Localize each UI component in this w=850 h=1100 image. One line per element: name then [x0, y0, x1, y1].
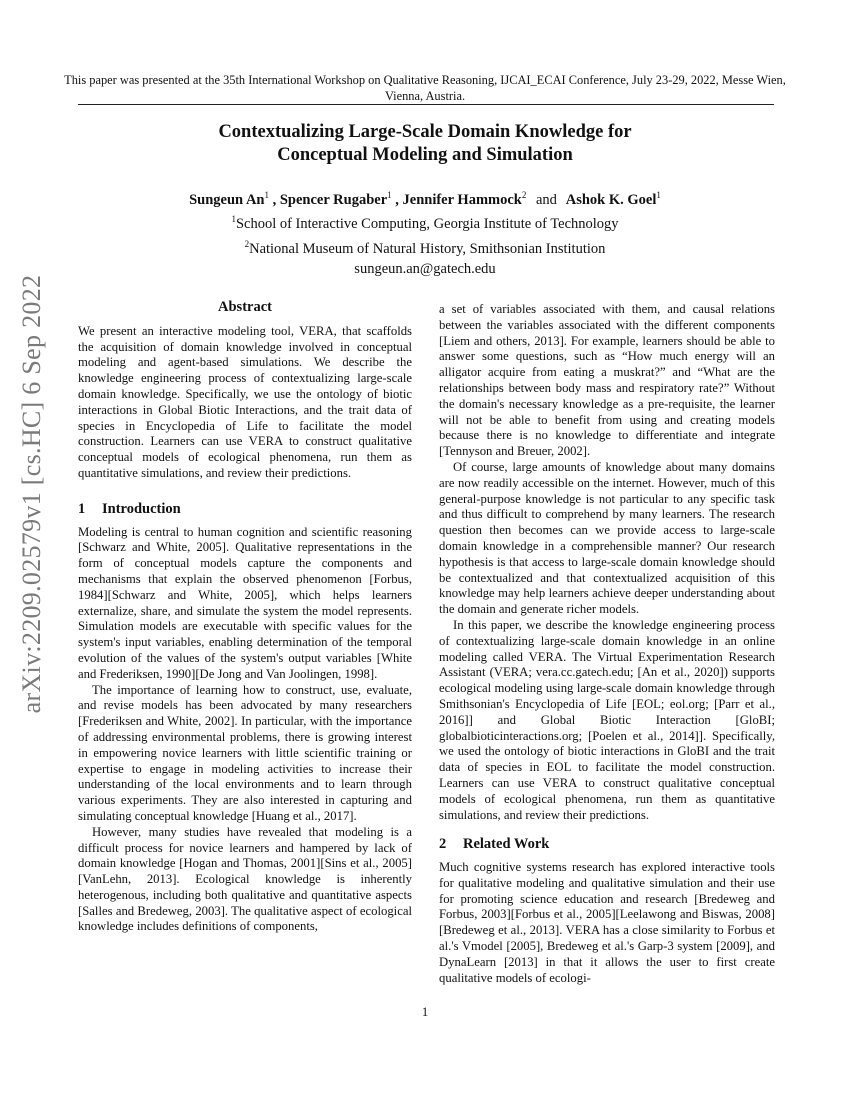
affiliation-1 — [60, 209, 790, 234]
author-name: Sungeun An — [189, 191, 265, 208]
related-paragraph-1: Much cognitive systems research has explored interactive tools for qualitative modeling and qualitative simulation and their use for promoting science education and research [Bredeweg and Forbus, 2003][Forbus et al., 2005][Leelawong and Biswas, 2008][Bredeweg et al., 2013]. VERA has a close similarity to Forbus et al.'s Vmodel [2005], Bredeweg et al.'s Garp-3 system [2009], and DynaLearn [2013] in that it allows the user to first create qualitative models of ecologi- — [439, 860, 775, 985]
affiliation-2 — [60, 234, 790, 259]
intro-paragraph-4: a set of variables associated with them, and causal relations between the variables associated with the different components [Liem and others, 2013]. For example, learners should be able to answer some questions, such as “How much energy will an alligator acquire from eating a muskrat?” and “What are the relationships between body mass and respiratory rate?” Without the domain's necessary knowledge as a pre-requisite, the learner will not be able to benefit from using and creating models because there is no knowledge to differentiate and integrate [Tennyson and Breuer, 2002]. — [439, 302, 775, 459]
affil-num: 1 — [231, 214, 236, 224]
section-number: 1 — [78, 500, 86, 517]
paper-title — [100, 121, 750, 167]
author-name: Ashok K. Goel — [565, 191, 657, 208]
page-number: 1 — [421, 1005, 429, 1019]
author-affil-mark: 1 — [656, 190, 661, 200]
affil-text: School of Interactive Computing, Georgia Institute of Technology — [235, 215, 619, 232]
header-rule — [78, 104, 774, 105]
section-title: Introduction — [102, 500, 181, 517]
author-affil-mark: 1 — [387, 190, 392, 200]
conference-notice: This paper was presented at the 35th International Workshop on Qualitative Reasoning, IJCAI_ECAI Conference, July 23-29, 2022, Messe Wien, Vienna, Austria. — [64, 73, 786, 103]
affil-text: National Museum of Natural History, Smithsonian Institution — [249, 240, 606, 257]
intro-paragraph-6: In this paper, we describe the knowledge engineering process of contextualizing large-scale domain knowledge in an online modeling called VERA. The Virtual Experimentation Research Assistant (VERA; vera.cc.gatech.edu; [An et al., 2020]) supports ecological modeling using large-scale domain knowledge through Smithsonian's Encyclopedia of Life [EOL; eol.org; [Parr et al., 2016]] and Global Biotic Interaction [GloBI; globalbioticinteractions.org; [Poelen et al., 2014]]. Specifically, we used the ontology of biotic interactions in GloBI and the trait data of species in EOL to facilitate the model construction. Learners can use VERA to construct qualitative conceptual models of ecological phenomena, run them as quantitative simulations, and review their predictions. — [439, 617, 775, 822]
author-email: sungeun.an@gatech.edu — [354, 260, 496, 277]
title-line-1: Contextualizing Large-Scale Domain Knowledge for — [218, 122, 632, 142]
intro-paragraph-3: However, many studies have revealed that modeling is a difficult process for novice learners and hampered by lack of domain knowledge [Hogan and Thomas, 2001][Sins et al., 2005][VanLehn, 2013]. Ecological knowledge is inherently heterogenous, including both qualitative and quantitative aspects [Salles and Bredeweg, 2003]. The qualitative aspect of ecological knowledge includes definitions of components, — [78, 824, 412, 934]
author-list: Sungeun An$^1$ , Spencer Rugaber$^1$ , Jennifer Hammock$^2$ and Ashok K. Goel$^1$ — [189, 190, 661, 208]
author-affil-mark: 2 — [521, 190, 527, 200]
section-title: Related Work — [463, 836, 550, 853]
affil-num: 2 — [244, 238, 250, 249]
section-heading-related-work — [439, 837, 775, 853]
arxiv-sidebar-stamp: arXiv:2209.02579v1 [cs.HC] 6 Sep 2022 — [17, 274, 46, 714]
author-affil-mark: 1 — [264, 190, 269, 200]
title-line-2: Conceptual Modeling and Simulation — [277, 145, 573, 165]
intro-paragraph-5: Of course, large amounts of knowledge about many domains are now readily accessible on the internet. However, much of this general-purpose knowledge is not particular to any specific task and thus difficult to comprehend by many learners. The research question then becomes can we provide access to large-scale domain knowledge in a comprehensible manner? Our research hypothesis is that access to large-scale domain knowledge should be contextualized and that contextualized acquisition of this knowledge may help learners achieve deeper understanding about the domain and generate richer models. — [439, 459, 775, 617]
author-name: Jennifer Hammock — [402, 191, 522, 208]
abstract-text: We present an interactive modeling tool, VERA, that scaffolds the acquisition of domain knowledge involved in conceptual modeling and agent-based simulations. We describe the knowledge engineering process of contextualizing large-scale domain knowledge. Specifically, we use the ontology of biotic interactions in Global Biotic Interactions, and the trait data of species in Encyclopedia of Life to facilitate the model construction. Learners can use VERA to construct qualitative conceptual models of ecological phenomena, run them as quantitative simulations, and review their predictions. — [78, 323, 412, 480]
left-column — [78, 300, 412, 935]
section-heading-introduction — [78, 502, 412, 518]
author-and: and — [535, 191, 557, 208]
section-number: 2 — [439, 836, 447, 853]
intro-paragraph-1: Modeling is central to human cognition and scientific reasoning [Schwarz and White, 2005]. Qualitative representations in the form of conceptual models capture the components and mechanisms that explain the observed phenomenon [Forbus, 1984][Schwarz and White, 2005], which helps learners externalize, share, and simulate the system the model represents. Simulation models are executable with specific values for the system's input variables, enabling determination of the temporal evolution of the values of the system's output variables [White and Frederiksen, 1990][De Jong and Van Joolingen, 1998]. — [78, 524, 412, 681]
affiliations — [60, 209, 790, 279]
intro-paragraph-2: The importance of learning how to construct, use, evaluate, and revise models has been advocated by many researchers [Frederiksen and White, 2002]. In particular, with the importance of addressing environmental problems, there is growing interest in empowering novice learners with little scientific training or expertise to engage in modeling activities to increase their understanding of the local environments and to learn through various experiments. They are also interested in capturing and simulating conceptual knowledge [Huang et al., 2017]. — [78, 682, 412, 823]
abstract-heading: Abstract — [218, 299, 272, 315]
author-name: Spencer Rugaber — [279, 191, 388, 208]
right-column — [439, 302, 775, 986]
